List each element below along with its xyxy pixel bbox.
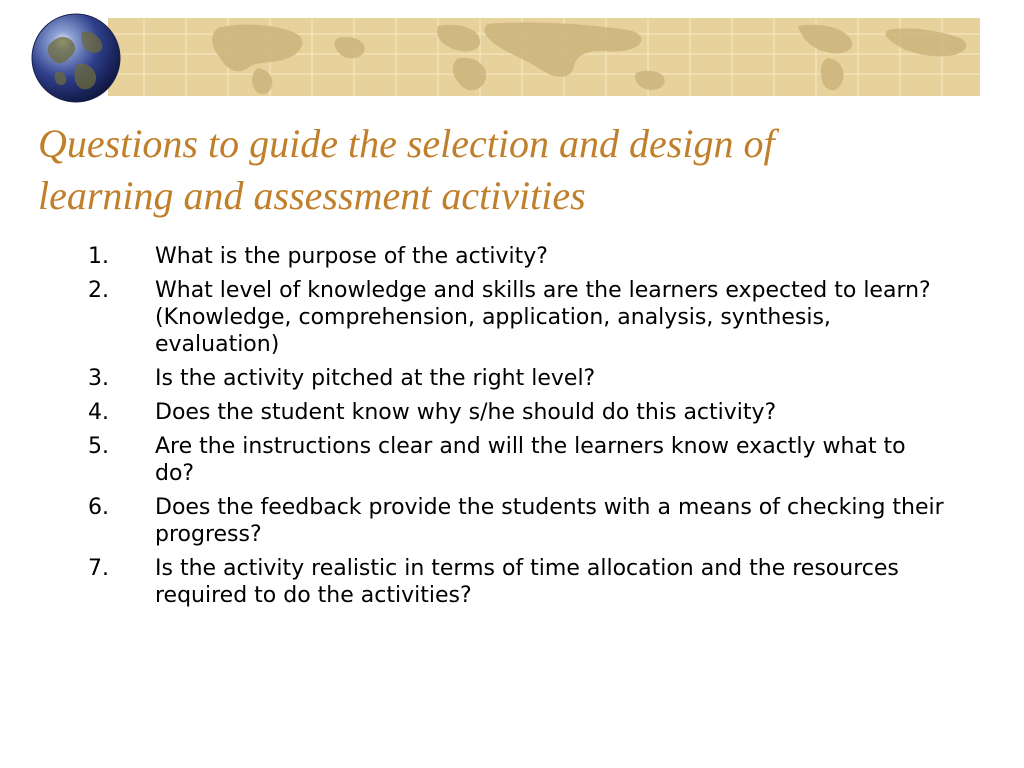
globe-icon — [30, 12, 122, 104]
question-item-7 — [88, 555, 948, 609]
question-number: 6. — [88, 495, 109, 520]
question-text: Is the activity pitched at the right level? — [155, 366, 596, 391]
question-number: 4. — [88, 400, 109, 425]
question-text: Does the student know why s/he should do this activity? — [155, 400, 777, 425]
question-item-1 — [88, 243, 948, 270]
slide-title — [38, 118, 998, 222]
question-number: 5. — [88, 434, 109, 459]
slide-title-line-1: Questions to guide the selection and design of — [38, 121, 775, 166]
question-number: 2. — [88, 278, 109, 303]
question-text: Does the feedback provide the students with a means of checking their progress? — [155, 495, 944, 547]
question-text: Is the activity realistic in terms of time allocation and the resources required to do the activities? — [155, 556, 899, 608]
slide-title-line-2: learning and assessment activities — [38, 173, 586, 218]
world-map-banner — [108, 18, 980, 96]
question-text: Are the instructions clear and will the learners know exactly what to do? — [155, 434, 906, 486]
question-text: What is the purpose of the activity? — [155, 244, 548, 269]
question-number: 7. — [88, 556, 109, 581]
question-item-3 — [88, 365, 948, 392]
question-item-5 — [88, 433, 948, 487]
question-number: 1. — [88, 244, 109, 269]
question-number: 3. — [88, 366, 109, 391]
question-item-4 — [88, 399, 948, 426]
question-item-6 — [88, 494, 948, 548]
question-text: What level of knowledge and skills are the learners expected to learn? (Knowledge, comprehension, application, analysis, synthesis, evaluation) — [155, 278, 931, 357]
question-item-2 — [88, 277, 948, 358]
question-list — [88, 243, 948, 616]
